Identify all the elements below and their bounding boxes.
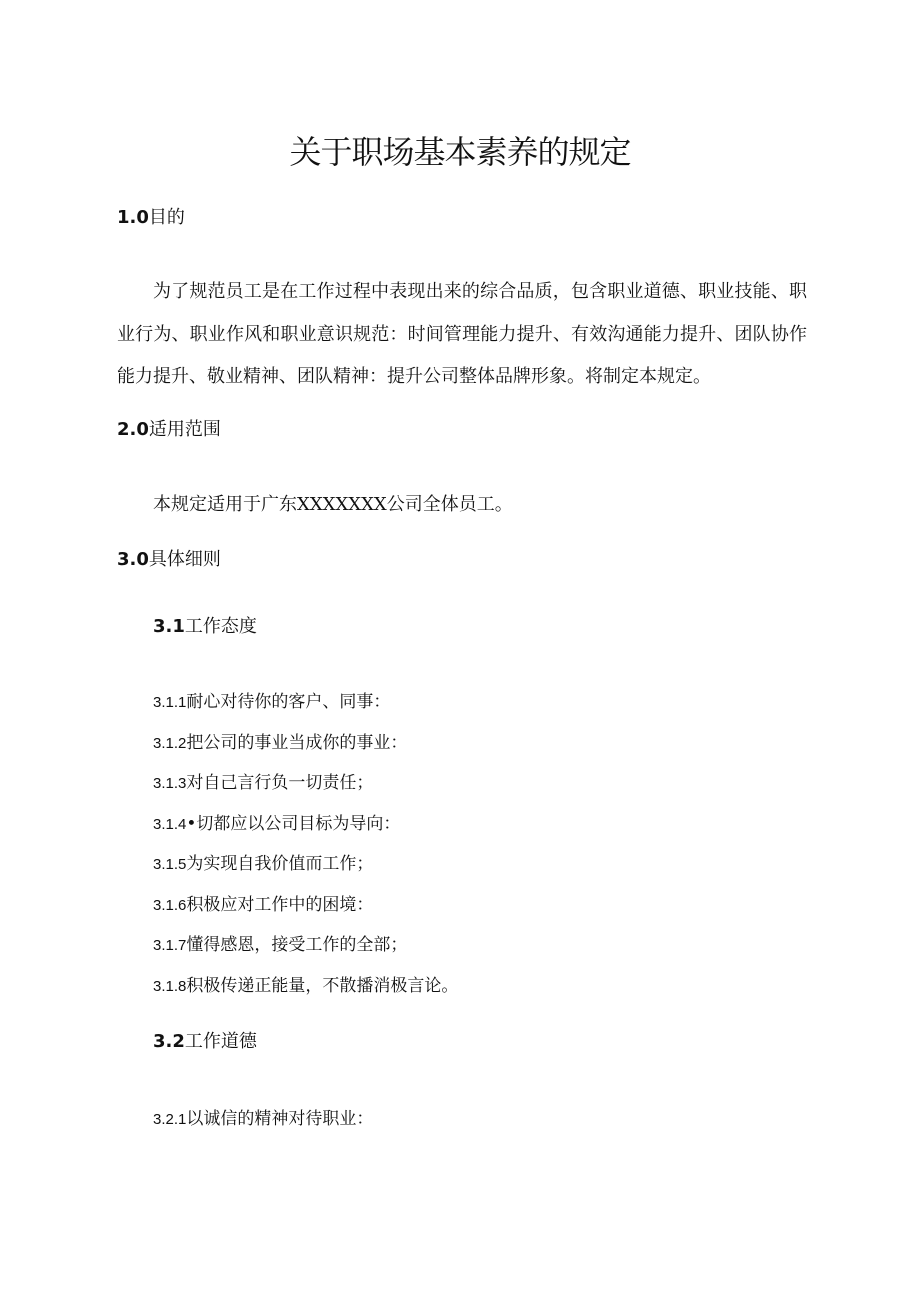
list-item: [153, 893, 373, 918]
item-number: 3.1.3: [153, 775, 187, 792]
scope-paragraph: 本规定适用于广东XXXXXXX公司全体员工。: [153, 494, 513, 515]
section-number: 1.0: [117, 207, 149, 228]
section-title: 目的: [148, 207, 185, 228]
list-item: [153, 852, 373, 877]
item-number: 3.1.5: [153, 856, 187, 873]
list-item: [153, 690, 390, 715]
item-text: •切都应以公司目标为导向：: [186, 814, 401, 834]
item-number: 3.1.4: [153, 816, 187, 833]
item-text: 积极应对工作中的困境：: [186, 895, 374, 915]
item-text: 耐心对待你的客户、同事：: [186, 692, 391, 712]
list-item: [153, 812, 400, 837]
item-number: 3.1.6: [153, 897, 187, 914]
item-number: 3.1.8: [153, 978, 187, 995]
section-heading-purpose: [117, 205, 185, 231]
list-item: [153, 933, 407, 958]
section-heading-scope: [117, 417, 221, 443]
item-number: 3.2.1: [153, 1111, 187, 1128]
item-text: 以诚信的精神对待职业：: [186, 1109, 374, 1129]
item-text: 积极传递正能量，不散播消极言论。: [186, 976, 459, 996]
item-number: 3.1.1: [153, 694, 187, 711]
document-title: 关于职场基本素养的规定: [289, 133, 631, 171]
subsection-number: 3.2: [153, 1031, 185, 1052]
item-text: 对自己言行负一切责任；: [186, 773, 374, 793]
item-number: 3.1.2: [153, 735, 187, 752]
section-title: 具体细则: [148, 549, 221, 570]
subsection-title: 工作态度: [184, 616, 257, 637]
section-heading-details: [117, 547, 221, 573]
section-number: 3.0: [117, 549, 149, 570]
subsection-heading-ethics: [153, 1029, 257, 1055]
section-number: 2.0: [117, 419, 149, 440]
subsection-number: 3.1: [153, 616, 185, 637]
purpose-paragraph: 为了规范员工是在工作过程中表现出来的综合品质，包含职业道德、职业技能、职业行为、职业作风和职业意识规范：时间管理能力提升、有效沟通能力提升、团队协作能力提升、敬业精神、团队精神：提升公司整体品牌形象。将制定本规定。: [117, 281, 807, 387]
item-text: 懂得感恩，接受工作的全部；: [186, 935, 408, 955]
item-number: 3.1.7: [153, 937, 187, 954]
list-item: [153, 974, 458, 999]
list-item: [153, 771, 373, 796]
subsection-title: 工作道德: [184, 1031, 257, 1052]
section-title: 适用范围: [148, 419, 221, 440]
item-text: 把公司的事业当成你的事业：: [186, 733, 408, 753]
subsection-heading-attitude: [153, 614, 257, 640]
list-item: [153, 1107, 373, 1132]
list-item: [153, 731, 407, 756]
item-text: 为实现自我价值而工作；: [186, 854, 374, 874]
